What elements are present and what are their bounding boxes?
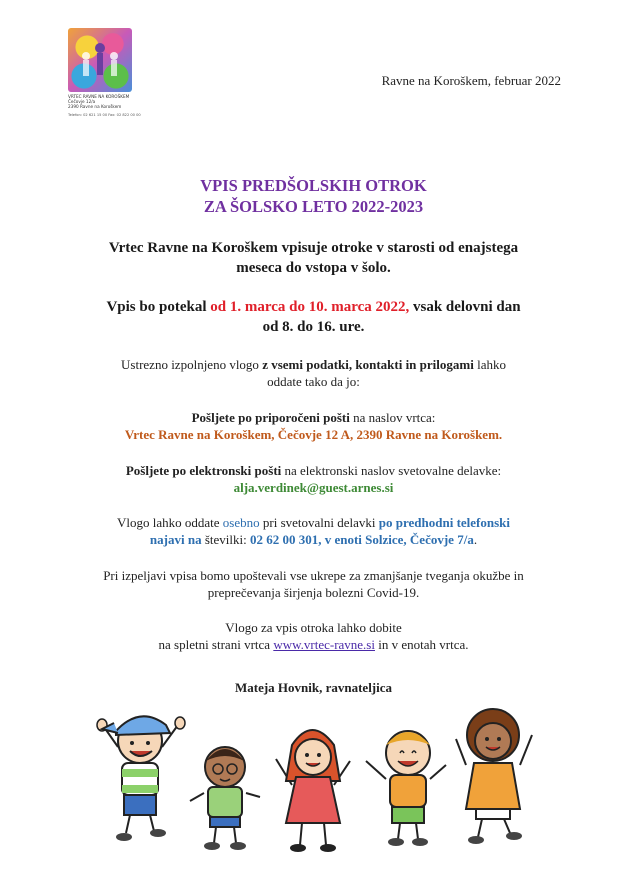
logo-line-2: Čečovje 12/a <box>68 99 96 104</box>
period-text-a: Vpis bo potekal <box>106 299 211 315</box>
covid-line-2: preprečevanja širjenja bolezni Covid-19. <box>207 585 420 600</box>
email-bold: Pošljete po elektronski pošti <box>125 463 282 478</box>
period-line-1 <box>0 297 627 317</box>
logo-line-1: VRTEC RAVNE NA KOROŠKEM <box>68 94 130 99</box>
download-line-2 <box>0 636 627 653</box>
submit-line-2: oddate tako da jo: <box>267 374 360 389</box>
personal-bold-1: po predhodni telefonski <box>378 515 511 530</box>
download-text-a: na spletni strani vrtca <box>158 637 274 652</box>
kindergarten-logo <box>68 28 141 118</box>
submit-bold: z vsemi podatki, kontakti in prilogami <box>262 357 474 372</box>
personal-line2-bold: najavi na <box>149 532 202 547</box>
logo-figures-icon <box>68 28 132 92</box>
post-address: Vrtec Ravne na Koroškem, Čečovje 12 A, 2390 Ravne na Koroškem. <box>124 427 503 442</box>
kid-glasses-icon <box>190 747 260 850</box>
email-address[interactable]: alja.verdinek@guest.arnes.si <box>233 480 394 495</box>
period-paragraph <box>0 297 627 337</box>
email-paragraph <box>0 462 627 496</box>
title-line-1: VPIS PREDŠOLSKIH OTROK <box>200 176 427 195</box>
download-text-b: in v enotah vrtca. <box>374 637 469 652</box>
post-text: na naslov vrtca: <box>349 410 436 425</box>
kid-cap-icon <box>97 716 185 841</box>
dateline: Ravne na Koroškem, februar 2022 <box>381 73 561 88</box>
kid-orange-icon <box>366 731 446 846</box>
personal-line2-text: številki: <box>201 532 250 547</box>
logo-contacts: Telefon: 02 621 15 00 Fax: 02 822 00 00 <box>68 113 141 117</box>
intro-line-2: meseca do vstopa v šolo. <box>236 260 391 276</box>
period-dates: od 1. marca do 10. marca 2022, <box>210 299 410 315</box>
intro-paragraph <box>0 238 627 278</box>
email-text: na elektronski naslov svetovalne delavke: <box>281 463 502 478</box>
website-link[interactable]: www.vrtec-ravne.si <box>273 637 375 652</box>
post-line-1 <box>0 409 627 426</box>
personal-text-a: Vlogo lahko oddate <box>116 515 223 530</box>
logo-image <box>68 28 132 92</box>
download-line-1: Vlogo za vpis otroka lahko dobite <box>225 620 402 635</box>
covid-line-1: Pri izpeljavi vpisa bomo upoštevali vse ukrepe za zmanjšanje tveganja okužbe in <box>103 568 524 583</box>
page-title <box>0 175 627 217</box>
kid-curly-icon <box>456 709 532 844</box>
personal-line-1 <box>0 514 627 531</box>
submit-paragraph <box>0 356 627 390</box>
signature: Mateja Hovnik, ravnateljica <box>234 680 393 695</box>
email-line-1 <box>0 462 627 479</box>
personal-line2-end: . <box>473 532 478 547</box>
submit-text-a: Ustrezno izpolnjeno vlogo <box>121 357 263 372</box>
covid-paragraph <box>0 567 627 601</box>
logo-text <box>68 94 141 118</box>
kid-girl-icon <box>276 730 350 852</box>
post-paragraph <box>0 409 627 443</box>
period-line-2: od 8. do 16. ure. <box>262 319 365 335</box>
logo-line-3: 2390 Ravne na Koroškem <box>68 104 122 109</box>
intro-line-1: Vrtec Ravne na Koroškem vpisuje otroke v starosti od enajstega <box>108 240 519 256</box>
personal-osebno: osebno <box>222 515 260 530</box>
personal-text-b: pri svetovalni delavki <box>259 515 379 530</box>
download-paragraph <box>0 619 627 653</box>
period-text-b: vsak delovni dan <box>409 299 521 315</box>
personal-paragraph <box>0 514 627 548</box>
post-bold: Pošljete po priporočeni pošti <box>191 410 350 425</box>
personal-line-2 <box>0 531 627 548</box>
personal-phone-location: 02 62 00 301, v enoti Solzice, Čečovje 7/a <box>249 532 474 547</box>
children-illustration <box>96 705 544 855</box>
submit-line-1 <box>0 356 627 373</box>
submit-text-b: lahko <box>473 357 506 372</box>
title-line-2: ZA ŠOLSKO LETO 2022-2023 <box>203 197 424 216</box>
